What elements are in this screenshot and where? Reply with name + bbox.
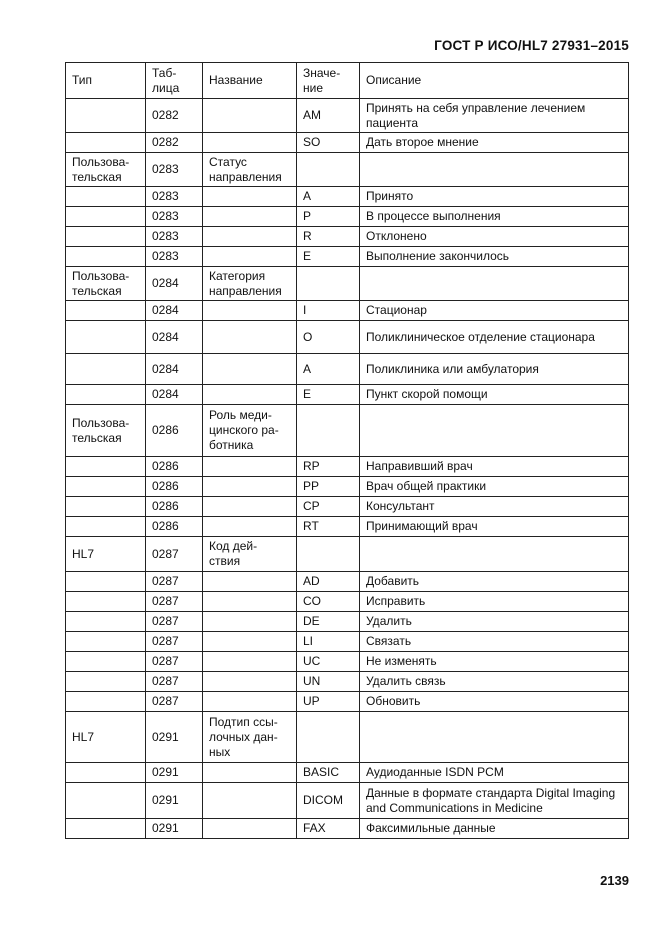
cell-value: AM: [297, 99, 360, 133]
cell-type: Пользова- тельская: [66, 267, 146, 301]
cell-type: [66, 457, 146, 477]
cell-description: В процессе выполнения: [360, 207, 629, 227]
cell-value: A: [297, 187, 360, 207]
codes-table: [65, 62, 629, 839]
cell-table: 0286: [146, 497, 203, 517]
cell-name: [203, 632, 297, 652]
cell-type: [66, 354, 146, 385]
column-header-type: Тип: [66, 63, 146, 99]
cell-name: [203, 572, 297, 592]
column-header-value: Значе- ние: [297, 63, 360, 99]
cell-table: 0291: [146, 712, 203, 763]
cell-value: [297, 537, 360, 572]
cell-value: LI: [297, 632, 360, 652]
cell-description: Принимающий врач: [360, 517, 629, 537]
cell-description: [360, 537, 629, 572]
cell-name: Категория направления: [203, 267, 297, 301]
cell-value: BASIC: [297, 763, 360, 783]
cell-table: 0286: [146, 477, 203, 497]
cell-description: Удалить связь: [360, 672, 629, 692]
cell-name: Роль меди- цинского ра- ботника: [203, 405, 297, 457]
cell-description: [360, 153, 629, 187]
cell-name: [203, 301, 297, 321]
cell-value: FAX: [297, 819, 360, 839]
cell-name: [203, 819, 297, 839]
cell-value: O: [297, 321, 360, 354]
table-row: [66, 517, 629, 537]
cell-table: 0291: [146, 783, 203, 819]
table-row: [66, 632, 629, 652]
cell-name: [203, 321, 297, 354]
table-row: [66, 477, 629, 497]
cell-type: [66, 385, 146, 405]
cell-type: [66, 672, 146, 692]
cell-value: RT: [297, 517, 360, 537]
cell-value: I: [297, 301, 360, 321]
table-row: [66, 99, 629, 133]
cell-name: [203, 692, 297, 712]
cell-table: 0287: [146, 692, 203, 712]
cell-type: Пользова- тельская: [66, 153, 146, 187]
table-row: [66, 763, 629, 783]
cell-description: [360, 712, 629, 763]
cell-value: P: [297, 207, 360, 227]
cell-name: [203, 133, 297, 153]
cell-value: UN: [297, 672, 360, 692]
cell-name: [203, 354, 297, 385]
cell-type: [66, 321, 146, 354]
table-row: [66, 712, 629, 763]
cell-table: 0284: [146, 267, 203, 301]
cell-type: [66, 207, 146, 227]
cell-description: Принять на себя управление лечением пациента: [360, 99, 629, 133]
table-row: [66, 672, 629, 692]
table-row: [66, 612, 629, 632]
table-row: [66, 133, 629, 153]
table-row: [66, 247, 629, 267]
cell-table: 0284: [146, 321, 203, 354]
cell-name: [203, 227, 297, 247]
cell-name: [203, 763, 297, 783]
cell-name: Подтип ссы- лочных дан- ных: [203, 712, 297, 763]
cell-type: [66, 517, 146, 537]
cell-description: Пункт скорой помощи: [360, 385, 629, 405]
cell-value: [297, 712, 360, 763]
cell-value: [297, 405, 360, 457]
cell-table: 0286: [146, 405, 203, 457]
cell-description: Консультант: [360, 497, 629, 517]
table-row: [66, 592, 629, 612]
cell-description: Аудиоданные ISDN PCM: [360, 763, 629, 783]
cell-value: UC: [297, 652, 360, 672]
cell-type: HL7: [66, 712, 146, 763]
cell-description: Поликлиника или амбулатория: [360, 354, 629, 385]
cell-table: 0287: [146, 672, 203, 692]
cell-name: [203, 207, 297, 227]
cell-table: 0282: [146, 99, 203, 133]
cell-name: Статус направления: [203, 153, 297, 187]
cell-name: [203, 247, 297, 267]
cell-name: [203, 783, 297, 819]
column-header-name: Название: [203, 63, 297, 99]
cell-table: 0284: [146, 301, 203, 321]
cell-name: [203, 385, 297, 405]
table-row: [66, 497, 629, 517]
cell-type: [66, 247, 146, 267]
cell-type: [66, 783, 146, 819]
cell-table: 0284: [146, 354, 203, 385]
cell-table: 0286: [146, 457, 203, 477]
cell-name: [203, 652, 297, 672]
cell-table: 0287: [146, 652, 203, 672]
cell-name: [203, 187, 297, 207]
cell-type: [66, 99, 146, 133]
cell-description: Исправить: [360, 592, 629, 612]
cell-type: [66, 572, 146, 592]
cell-description: Удалить: [360, 612, 629, 632]
cell-table: 0287: [146, 632, 203, 652]
cell-description: Добавить: [360, 572, 629, 592]
cell-value: [297, 153, 360, 187]
table-row: [66, 354, 629, 385]
cell-type: [66, 227, 146, 247]
cell-value: [297, 267, 360, 301]
cell-value: E: [297, 385, 360, 405]
cell-name: Код дей- ствия: [203, 537, 297, 572]
cell-description: [360, 267, 629, 301]
table-row: [66, 405, 629, 457]
cell-description: Направивший врач: [360, 457, 629, 477]
column-header-description: Описание: [360, 63, 629, 99]
cell-description: Не изменять: [360, 652, 629, 672]
cell-table: 0287: [146, 612, 203, 632]
cell-table: 0283: [146, 227, 203, 247]
cell-type: [66, 592, 146, 612]
cell-type: [66, 187, 146, 207]
cell-type: [66, 301, 146, 321]
cell-description: Связать: [360, 632, 629, 652]
cell-table: 0287: [146, 572, 203, 592]
cell-description: Отклонено: [360, 227, 629, 247]
table-row: [66, 227, 629, 247]
table-row: [66, 692, 629, 712]
cell-table: 0287: [146, 592, 203, 612]
table-row: [66, 153, 629, 187]
table-row: [66, 819, 629, 839]
cell-description: Данные в формате стандарта Digital Imaging and Communications in Medicine: [360, 783, 629, 819]
cell-value: E: [297, 247, 360, 267]
table-row: [66, 187, 629, 207]
cell-name: [203, 99, 297, 133]
page-number: 2139: [600, 873, 629, 888]
cell-value: CO: [297, 592, 360, 612]
cell-description: Факсимильные данные: [360, 819, 629, 839]
table-row: [66, 301, 629, 321]
table-row: [66, 457, 629, 477]
table-row: [66, 207, 629, 227]
cell-value: AD: [297, 572, 360, 592]
cell-value: CP: [297, 497, 360, 517]
table-row: [66, 321, 629, 354]
table-row: [66, 537, 629, 572]
cell-value: PP: [297, 477, 360, 497]
cell-description: Обновить: [360, 692, 629, 712]
table-row: [66, 783, 629, 819]
cell-name: [203, 672, 297, 692]
table-header-row: [66, 63, 629, 99]
table-row: [66, 652, 629, 672]
cell-value: UP: [297, 692, 360, 712]
document-header: ГОСТ Р ИСО/HL7 27931–2015: [434, 38, 629, 53]
cell-table: 0284: [146, 385, 203, 405]
table-row: [66, 385, 629, 405]
cell-type: [66, 652, 146, 672]
cell-description: Врач общей практики: [360, 477, 629, 497]
cell-value: R: [297, 227, 360, 247]
cell-value: DE: [297, 612, 360, 632]
cell-table: 0287: [146, 537, 203, 572]
cell-name: [203, 477, 297, 497]
cell-table: 0283: [146, 153, 203, 187]
cell-table: 0286: [146, 517, 203, 537]
table-row: [66, 267, 629, 301]
cell-description: Принято: [360, 187, 629, 207]
cell-table: 0283: [146, 207, 203, 227]
cell-description: [360, 405, 629, 457]
column-header-table: Таб- лица: [146, 63, 203, 99]
cell-value: SO: [297, 133, 360, 153]
cell-type: [66, 133, 146, 153]
cell-table: 0291: [146, 819, 203, 839]
cell-description: Поликлиническое отделение стационара: [360, 321, 629, 354]
cell-type: [66, 497, 146, 517]
cell-type: [66, 819, 146, 839]
cell-value: RP: [297, 457, 360, 477]
table-body: [66, 99, 629, 839]
cell-table: 0291: [146, 763, 203, 783]
cell-name: [203, 612, 297, 632]
cell-type: [66, 477, 146, 497]
cell-table: 0283: [146, 187, 203, 207]
cell-table: 0282: [146, 133, 203, 153]
cell-type: Пользова- тельская: [66, 405, 146, 457]
cell-name: [203, 592, 297, 612]
cell-name: [203, 497, 297, 517]
cell-value: A: [297, 354, 360, 385]
cell-description: Дать второе мнение: [360, 133, 629, 153]
cell-value: DICOM: [297, 783, 360, 819]
cell-name: [203, 457, 297, 477]
cell-table: 0283: [146, 247, 203, 267]
cell-description: Стационар: [360, 301, 629, 321]
cell-description: Выполнение закончилось: [360, 247, 629, 267]
cell-type: [66, 632, 146, 652]
cell-name: [203, 517, 297, 537]
table-row: [66, 572, 629, 592]
cell-type: [66, 612, 146, 632]
cell-type: [66, 763, 146, 783]
cell-type: HL7: [66, 537, 146, 572]
cell-type: [66, 692, 146, 712]
